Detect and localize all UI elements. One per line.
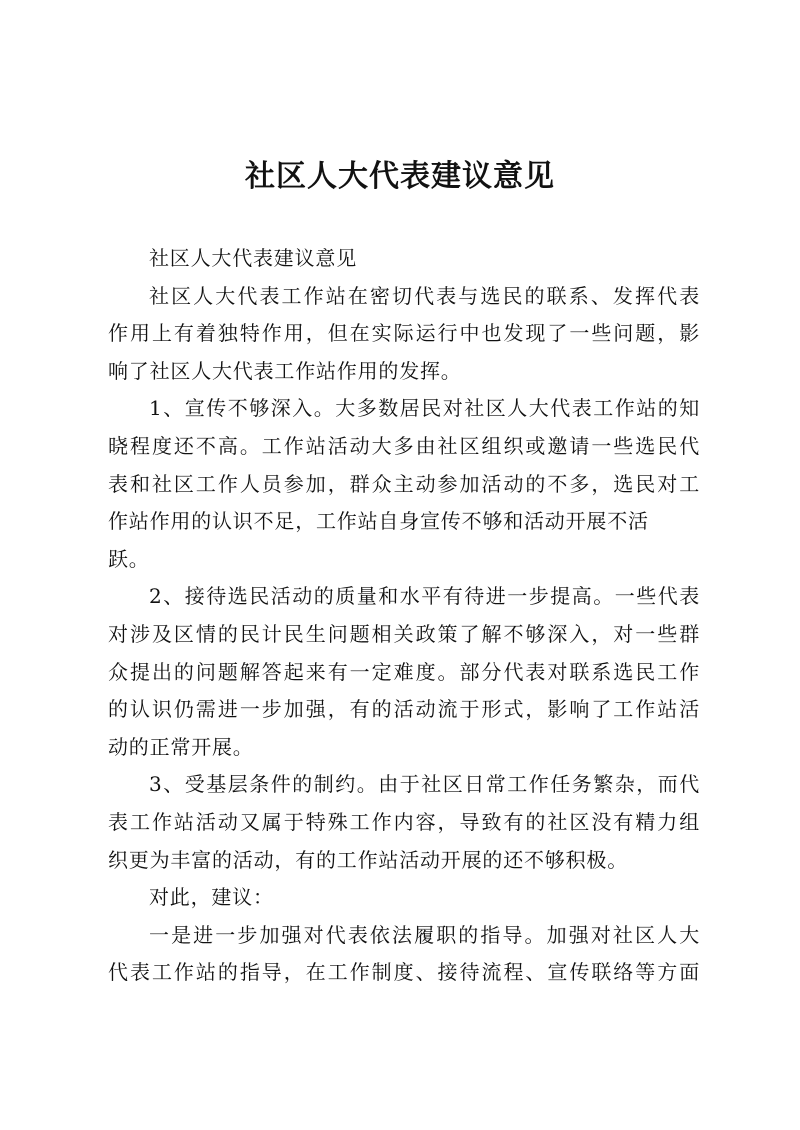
- body-line: 众提出的问题解答起来有一定难度。部分代表对联系选民工作: [108, 659, 700, 684]
- body-line: 作站作用的认识不足，工作站自身宣传不够和活动开展不活: [108, 509, 649, 534]
- body-line: 1、宣传不够深入。大多数居民对社区人大代表工作站的知: [149, 396, 700, 421]
- body-line: 作用上有着独特作用，但在实际运行中也发现了一些问题，影: [108, 321, 700, 346]
- body-line: 响了社区人大代表工作站作用的发挥。: [108, 358, 462, 383]
- body-line: 代表工作站的指导，在工作制度、接待流程、宣传联络等方面: [108, 960, 700, 985]
- body-line: 表和社区工作人员参加，群众主动参加活动的不多，选民对工: [108, 471, 700, 496]
- body-line: 对涉及区情的民计民生问题相关政策了解不够深入，对一些群: [108, 621, 700, 646]
- body-line: 织更为丰富的活动，有的工作站活动开展的还不够积极。: [108, 847, 628, 872]
- body-line: 晓程度还不高。工作站活动大多由社区组织或邀请一些选民代: [108, 433, 700, 458]
- body-line: 一是进一步加强对代表依法履职的指导。加强对社区人大: [149, 922, 700, 947]
- body-line: 2、接待选民活动的质量和水平有待进一步提高。一些代表: [149, 584, 700, 609]
- body-line: 表工作站活动又属于特殊工作内容，导致有的社区没有精力组: [108, 809, 700, 834]
- body-line: 社区人大代表工作站在密切代表与选民的联系、发挥代表: [149, 283, 700, 308]
- document-body: [108, 240, 700, 992]
- body-line: 动的正常开展。: [108, 734, 254, 759]
- body-line: 的认识仍需进一步加强，有的活动流于形式，影响了工作站活: [108, 697, 700, 722]
- body-line: 跃。: [108, 546, 150, 571]
- body-line-subtitle: 社区人大代表建议意见: [149, 246, 357, 270]
- body-line: 3、受基层条件的制约。由于社区日常工作任务繁杂，而代: [149, 772, 700, 797]
- body-line: 对此，建议：: [149, 885, 274, 910]
- document-title: 社区人大代表建议意见: [245, 159, 555, 194]
